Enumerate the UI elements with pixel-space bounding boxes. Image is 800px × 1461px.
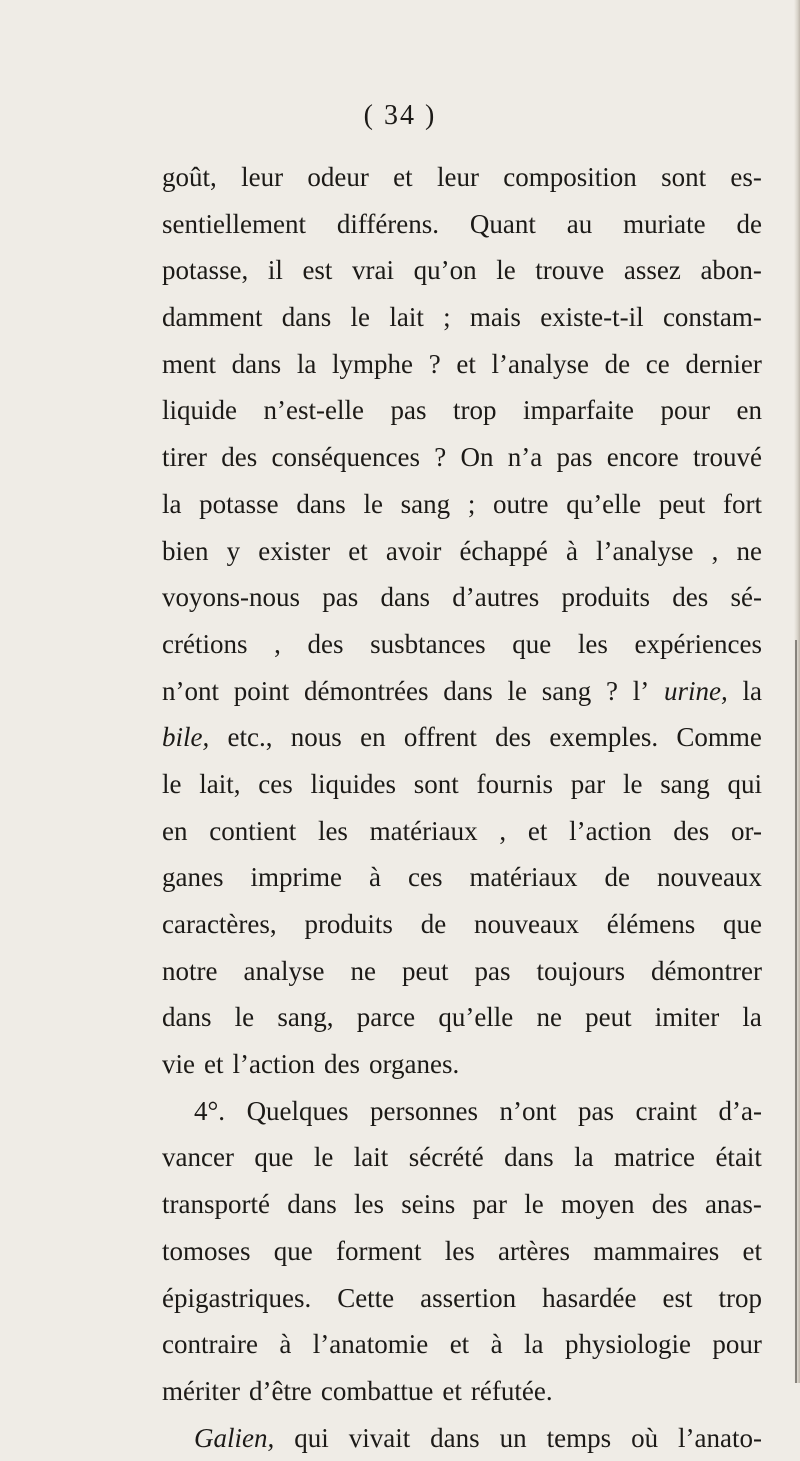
word: un: [499, 1422, 527, 1453]
word: craint: [635, 1095, 697, 1126]
word: qu’elle: [566, 488, 642, 519]
word: goût,: [162, 162, 217, 192]
word: la: [742, 675, 762, 706]
word: Comme: [676, 722, 762, 753]
text-line: [162, 154, 762, 201]
word: temps: [546, 1422, 612, 1453]
text-line: [162, 294, 762, 341]
word: mammaires: [593, 1235, 720, 1266]
word: peut: [585, 1002, 632, 1033]
word: transporté: [162, 1189, 270, 1220]
word: que: [723, 909, 762, 939]
word: dans: [380, 582, 431, 613]
word: leur: [241, 162, 284, 192]
word: combattue: [320, 1375, 434, 1406]
word: sont: [413, 768, 459, 799]
word: sé-: [730, 582, 762, 613]
word: ,: [274, 628, 281, 659]
word: qui: [727, 768, 762, 799]
word: trouve: [535, 255, 605, 286]
word: mais: [469, 302, 521, 333]
word: vie: [162, 1049, 195, 1080]
word: contient: [209, 815, 297, 846]
word: le: [496, 255, 516, 286]
word: matériaux: [469, 862, 578, 893]
word: à: [490, 1329, 503, 1360]
word: le: [350, 302, 371, 333]
word: sang: [660, 768, 710, 799]
word: lait,: [199, 768, 241, 799]
word: etc.,: [227, 722, 273, 753]
word: démontrées: [304, 675, 429, 706]
word: sont: [661, 162, 707, 192]
word: existe-t-il: [540, 302, 644, 333]
word: moyen: [560, 1189, 635, 1220]
word: des: [221, 442, 258, 473]
word: des: [672, 582, 709, 613]
word: le: [363, 488, 383, 519]
word: est: [302, 255, 333, 286]
word: vivait: [348, 1422, 411, 1453]
word: leur: [436, 162, 479, 192]
word: les: [317, 815, 348, 846]
word: de: [736, 208, 762, 239]
text-line: [162, 1041, 762, 1088]
word: pour: [712, 1329, 762, 1360]
word: analyse: [243, 955, 325, 986]
word: Cette: [337, 1282, 395, 1313]
word: vancer: [162, 1142, 234, 1173]
word: en: [162, 815, 188, 846]
word: et: [348, 535, 368, 566]
word: n’est-elle: [263, 395, 364, 426]
text-line: [162, 854, 762, 901]
text-line: [162, 1228, 762, 1275]
word: à: [565, 535, 578, 566]
word: conséquences: [271, 442, 420, 473]
word: les: [353, 1189, 384, 1220]
word: lait: [389, 302, 424, 333]
text-line: [162, 1181, 762, 1228]
word: trop: [453, 395, 497, 426]
word: de: [604, 862, 630, 893]
word: pour: [660, 395, 710, 426]
word: dans: [281, 302, 332, 333]
word: imiter: [654, 1002, 720, 1033]
word: en: [736, 395, 762, 426]
word: ment: [162, 348, 216, 379]
word: abon-: [700, 255, 762, 286]
word: l’action: [569, 815, 652, 846]
word: les: [577, 628, 608, 659]
word: ne: [350, 955, 376, 986]
word: pas: [474, 955, 511, 986]
word: assez: [623, 255, 681, 286]
word: d’a-: [718, 1095, 762, 1126]
word: d’autres: [452, 582, 540, 613]
word: que: [254, 1142, 294, 1173]
word: que: [273, 1235, 313, 1266]
word: seins: [401, 1189, 456, 1220]
word: Galien,: [194, 1422, 275, 1453]
word: or-: [731, 815, 762, 846]
binding-shadow: [795, 640, 797, 1383]
word: potasse,: [162, 255, 249, 286]
word: tirer: [162, 442, 207, 473]
word: forment: [336, 1235, 422, 1266]
word: liquides: [310, 768, 396, 799]
word: potasse: [199, 488, 279, 519]
word: et: [456, 348, 476, 379]
word: et: [527, 815, 548, 846]
word: ?: [434, 442, 447, 473]
word: avoir: [385, 535, 442, 566]
word: des: [651, 1189, 688, 1220]
text-line: [162, 201, 762, 248]
word: nous: [290, 722, 342, 753]
text-line: [162, 1275, 762, 1322]
text-line: [162, 994, 762, 1041]
word: constam-: [662, 302, 762, 333]
text-line: [162, 528, 762, 575]
word: expériences: [634, 628, 762, 659]
word: le: [313, 1142, 334, 1173]
word: imprime: [250, 862, 342, 893]
word: sang: [541, 675, 592, 706]
word: sentiellement: [162, 208, 306, 239]
body-text: [162, 154, 762, 1461]
word: n’a: [507, 442, 543, 473]
word: matrice: [614, 1142, 695, 1173]
text-line: [162, 808, 762, 855]
word: caractères,: [162, 909, 277, 939]
word: sang,: [277, 1002, 334, 1033]
word: la: [162, 488, 182, 519]
word: le: [622, 768, 643, 799]
text-line: [162, 387, 762, 434]
text-line: [162, 1368, 762, 1415]
word: les: [444, 1235, 475, 1266]
word: fort: [723, 488, 762, 519]
word: démontrer: [651, 955, 762, 986]
word: la: [574, 1142, 594, 1173]
word: ces: [258, 768, 293, 799]
word: ;: [467, 488, 476, 519]
word: qu’elle: [438, 1002, 514, 1033]
word: des: [673, 815, 710, 846]
word: de: [420, 909, 447, 939]
word: dans: [231, 348, 282, 379]
text-line: [162, 761, 762, 808]
page-number: ( 34 ): [363, 100, 437, 131]
word: matériaux: [369, 815, 478, 846]
word: et: [442, 1375, 462, 1406]
word: et: [204, 1049, 224, 1080]
word: y: [226, 535, 241, 566]
word: ganes: [162, 862, 224, 893]
word: pas: [322, 582, 359, 613]
word: assertion: [420, 1282, 517, 1313]
word: le: [162, 768, 182, 799]
word: point: [233, 675, 290, 706]
word: offrent: [403, 722, 477, 753]
word: encore: [606, 442, 679, 473]
word: urine,: [663, 675, 728, 706]
text-line: [162, 1088, 762, 1135]
word: la: [524, 1329, 544, 1360]
word: la: [296, 348, 317, 379]
word: était: [715, 1142, 762, 1173]
text-line: [162, 901, 762, 948]
word: réfutée.: [470, 1375, 553, 1406]
word: ce: [645, 348, 670, 379]
word: exister: [258, 535, 331, 566]
text-line: [162, 1321, 762, 1368]
word: ?: [428, 348, 441, 379]
word: par: [570, 768, 606, 799]
word: muriate: [623, 208, 706, 239]
word: Quant: [469, 208, 536, 239]
text-line: [162, 714, 762, 761]
word: épigastriques.: [162, 1282, 312, 1313]
word: ne: [736, 535, 762, 566]
word: dernier: [685, 348, 762, 379]
word: où: [631, 1422, 659, 1453]
word: physiologie: [564, 1329, 691, 1360]
word: contraire: [162, 1329, 258, 1360]
word: personnes: [370, 1095, 479, 1126]
word: susbtances: [370, 628, 486, 659]
word: composition: [503, 162, 637, 192]
word: dans: [430, 1422, 480, 1453]
word: est: [662, 1282, 693, 1313]
word: il: [267, 255, 283, 286]
word: exemples.: [549, 722, 659, 753]
word: 4°.: [194, 1095, 226, 1126]
word: le: [524, 1189, 544, 1220]
word: la: [742, 1002, 762, 1033]
word: dans: [443, 675, 493, 706]
word: ,: [711, 535, 719, 566]
word: mériter: [162, 1375, 240, 1406]
word: anas-: [704, 1189, 762, 1220]
word: que: [512, 628, 552, 659]
word: dans: [162, 1002, 212, 1033]
text-line: [162, 247, 762, 294]
word: différens.: [336, 208, 440, 239]
text-line: [162, 434, 762, 481]
word: en: [360, 722, 386, 753]
word: lymphe: [332, 348, 414, 379]
word: fournis: [476, 768, 553, 799]
word: sécrété: [408, 1142, 484, 1173]
word: par: [472, 1189, 507, 1220]
word: nouveaux: [474, 909, 579, 939]
word: liquide: [162, 395, 237, 426]
text-line: [162, 1134, 762, 1181]
word: n’ont: [499, 1095, 557, 1126]
word: vrai: [352, 255, 395, 286]
word: produits: [304, 909, 393, 939]
word: l’analyse: [596, 535, 694, 566]
word: artères: [498, 1235, 570, 1266]
text-line: [162, 481, 762, 528]
word: au: [566, 208, 593, 239]
word: l’anatomie: [312, 1329, 429, 1360]
word: à: [279, 1329, 292, 1360]
word: lait: [353, 1142, 389, 1173]
word: ,: [499, 815, 507, 846]
word: damment: [162, 302, 263, 333]
word: n’ont: [162, 675, 219, 706]
word: hasardée: [542, 1282, 637, 1313]
word: On: [460, 442, 494, 473]
word: ces: [408, 862, 443, 893]
word: imparfaite: [523, 395, 634, 426]
word: ;: [443, 302, 451, 333]
word: bile,: [162, 722, 210, 753]
word: l’analyse: [491, 348, 589, 379]
word: pas: [578, 1095, 615, 1126]
word: à: [369, 862, 381, 893]
word: élémens: [606, 909, 696, 939]
word: l’action: [232, 1049, 315, 1080]
word: ?: [605, 675, 618, 706]
word: qui: [294, 1422, 329, 1453]
word: Quelques: [246, 1095, 349, 1126]
word: échappé: [459, 535, 548, 566]
word: peut: [401, 955, 449, 986]
word: peut: [658, 488, 706, 519]
text-line: [162, 948, 762, 995]
word: l’anato-: [678, 1422, 762, 1453]
word: voyons-nous: [162, 582, 301, 613]
word: qu’on: [413, 255, 477, 286]
word: trouvé: [692, 442, 762, 473]
word: organes.: [368, 1049, 460, 1080]
word: des: [323, 1049, 360, 1080]
word: nouveaux: [656, 862, 762, 893]
word: dans: [287, 1189, 337, 1220]
word: ne: [536, 1002, 562, 1033]
word: outre: [493, 488, 549, 519]
word: bien: [162, 535, 209, 566]
word: des: [307, 628, 344, 659]
word: dans: [504, 1142, 554, 1173]
word: es-: [730, 162, 762, 192]
word: l’: [632, 675, 650, 706]
word: le: [234, 1002, 255, 1033]
word: notre: [162, 955, 218, 986]
word: trop: [718, 1282, 762, 1313]
word: et: [742, 1235, 762, 1266]
word: crétions: [162, 628, 248, 659]
word: pas: [390, 395, 427, 426]
word: pas: [556, 442, 593, 473]
word: de: [604, 348, 631, 379]
text-line: [162, 574, 762, 621]
text-line: [162, 668, 762, 715]
word: odeur: [307, 162, 369, 192]
word: des: [495, 722, 532, 753]
word: dans: [296, 488, 346, 519]
text-line: [162, 1415, 762, 1461]
word: produits: [561, 582, 650, 613]
word: d’être: [248, 1375, 312, 1406]
word: tomoses: [162, 1235, 251, 1266]
word: parce: [356, 1002, 416, 1033]
text-line: [162, 341, 762, 388]
word: toujours: [536, 955, 626, 986]
text-line: [162, 621, 762, 668]
word: et: [393, 162, 413, 192]
word: sang: [400, 488, 451, 519]
word: le: [507, 675, 527, 706]
word: et: [449, 1329, 470, 1360]
